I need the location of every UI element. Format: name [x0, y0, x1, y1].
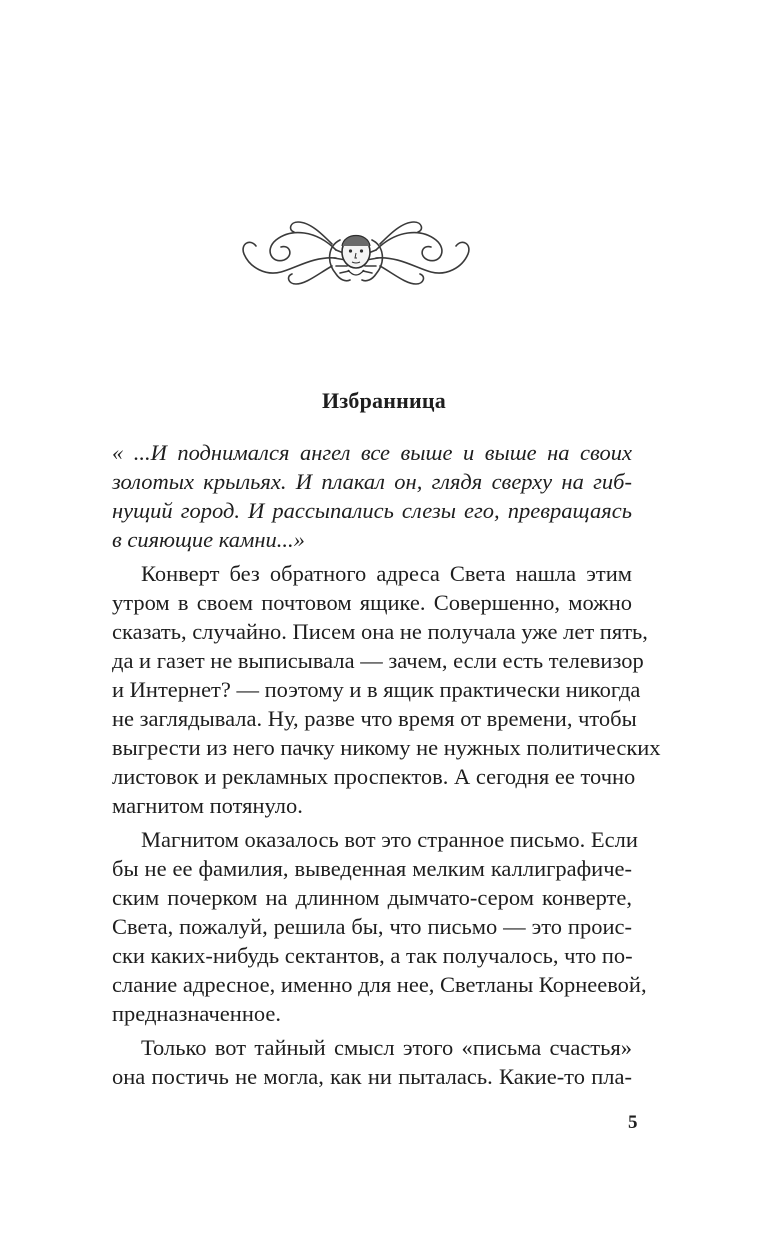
text-line: сказать, случайно. Писем она не получала уже лет пять,: [112, 619, 648, 644]
text-line: Конверт без обратного адреса Света нашла этим: [141, 561, 632, 586]
text-line: да и газет не выписывала — зачем, если есть телевизор: [112, 648, 644, 673]
chapter-title: Избранница: [322, 388, 446, 413]
text-line: « ...И поднимался ангел все выше и выше на своих: [112, 440, 632, 465]
text-line: она постичь не могла, как ни пыталась. Какие-то пла-: [112, 1064, 632, 1089]
paragraph-3: [112, 1033, 632, 1091]
text-line: утром в своем почтовом ящике. Совершенно, можно: [112, 590, 632, 615]
text-line: магнитом потянуло.: [112, 793, 303, 818]
text-line: предназначенное.: [112, 1001, 281, 1026]
text-line: ски каких-нибудь сектантов, а так получалось, что по-: [112, 943, 633, 968]
text-line: нущий город. И рассыпались слезы его, превращаясь: [112, 498, 632, 523]
text-line: в сияющие камни...»: [112, 527, 305, 552]
page-number: 5: [628, 1112, 638, 1133]
text-line: бы не ее фамилия, выведенная мелким каллиграфиче-: [112, 856, 632, 881]
body-text: [112, 438, 661, 1091]
text-line: выгрести из него пачку никому не нужных политических: [112, 735, 661, 760]
text-line: золотых крыльях. И плакал он, глядя сверху на гиб-: [112, 469, 632, 494]
text-line: Света, пожалуй, решила бы, что письмо — это проис-: [112, 914, 632, 939]
text-line: не заглядывала. Ну, разве что время от времени, чтобы: [112, 706, 637, 731]
text-line: Только вот тайный смысл этого «письма счастья»: [141, 1035, 632, 1060]
cherub-ornament-icon: [236, 210, 476, 296]
text-line: и Интернет? — поэтому и в ящик практически никогда: [112, 677, 641, 702]
text-line: ским почерком на длинном дымчато-сером конверте,: [112, 885, 632, 910]
paragraph-2: [112, 825, 647, 1028]
epigraph: [112, 438, 632, 554]
paragraph-1: [112, 559, 661, 820]
text-line: Магнитом оказалось вот это странное письмо. Если: [141, 827, 638, 852]
text-line: слание адресное, именно для нее, Светланы Корнеевой,: [112, 972, 647, 997]
text-line: листовок и рекламных проспектов. А сегодня ее точно: [112, 764, 636, 789]
